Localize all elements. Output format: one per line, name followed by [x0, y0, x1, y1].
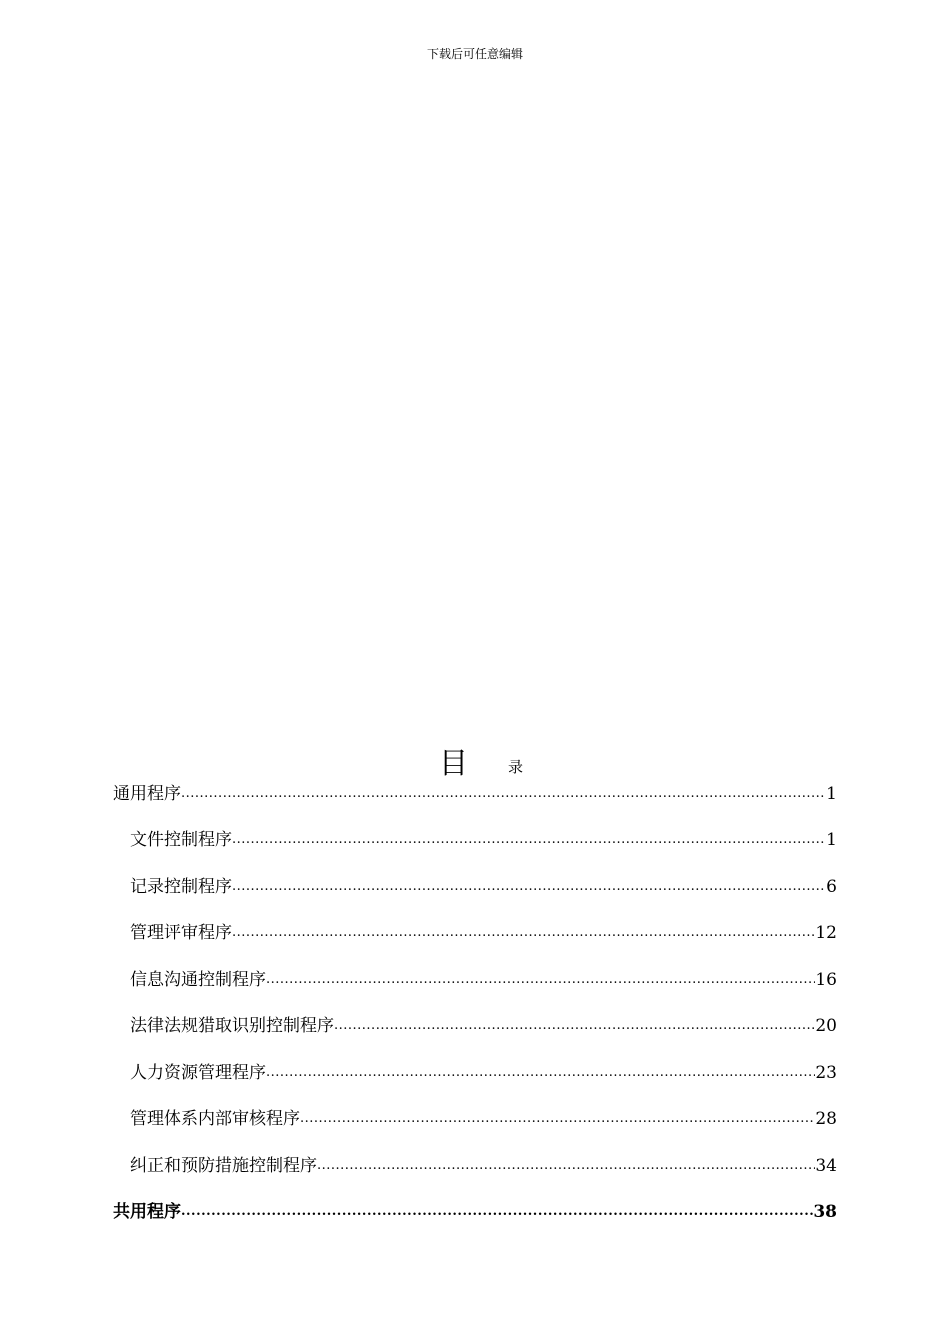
toc-entry-page: 23: [815, 1063, 837, 1083]
toc-entry-label: 记录控制程序: [130, 877, 232, 897]
toc-title-sub: 录: [508, 758, 524, 776]
toc-leader-dots: [181, 1202, 813, 1224]
toc-entry[interactable]: [130, 1152, 837, 1178]
toc-title-main: 目: [439, 746, 469, 780]
toc-leader-dots: [334, 1016, 815, 1038]
toc-entry[interactable]: [130, 966, 837, 992]
toc-entry[interactable]: [113, 780, 837, 806]
toc-entry-page: 12: [815, 923, 837, 943]
toc-leader-dots: [232, 877, 826, 899]
toc-entry-page: 16: [815, 970, 837, 990]
toc-entry[interactable]: [130, 919, 837, 945]
toc-entry-label: 纠正和预防措施控制程序: [130, 1156, 317, 1176]
toc-entry-label: 人力资源管理程序: [130, 1063, 266, 1083]
toc-entry[interactable]: [113, 1198, 837, 1224]
toc-entry-page: 20: [815, 1016, 837, 1036]
toc-entry[interactable]: [130, 1012, 837, 1038]
toc-entry-page: 1: [826, 830, 837, 850]
page-header-note: 下载后可任意编辑: [426, 47, 523, 61]
toc-title: [0, 744, 950, 784]
toc-leader-dots: [300, 1109, 815, 1131]
toc-entry-label: 共用程序: [113, 1202, 181, 1222]
toc-entry[interactable]: [130, 873, 837, 899]
toc-entry[interactable]: [130, 1105, 837, 1131]
toc-entry-label: 法律法规猎取识别控制程序: [130, 1016, 334, 1036]
toc-leader-dots: [317, 1156, 815, 1178]
toc-entry-label: 管理体系内部审核程序: [130, 1109, 300, 1129]
toc-entry-page: 34: [815, 1156, 837, 1176]
toc-entry-label: 通用程序: [113, 784, 181, 804]
toc-entry-page: 28: [815, 1109, 837, 1129]
toc-entry-page: 6: [826, 877, 837, 897]
toc-leader-dots: [232, 923, 815, 945]
toc-entry-page: 38: [813, 1202, 837, 1222]
toc-entry-label: 管理评审程序: [130, 923, 232, 943]
toc-entry[interactable]: [130, 1059, 837, 1085]
toc-entry-label: 文件控制程序: [130, 830, 232, 850]
toc-leader-dots: [181, 784, 826, 806]
toc-entry-label: 信息沟通控制程序: [130, 970, 266, 990]
toc-entry-page: 1: [826, 784, 837, 804]
toc-entry[interactable]: [130, 826, 837, 852]
toc-leader-dots: [266, 1063, 815, 1085]
toc-leader-dots: [232, 830, 826, 852]
toc-leader-dots: [266, 970, 815, 992]
